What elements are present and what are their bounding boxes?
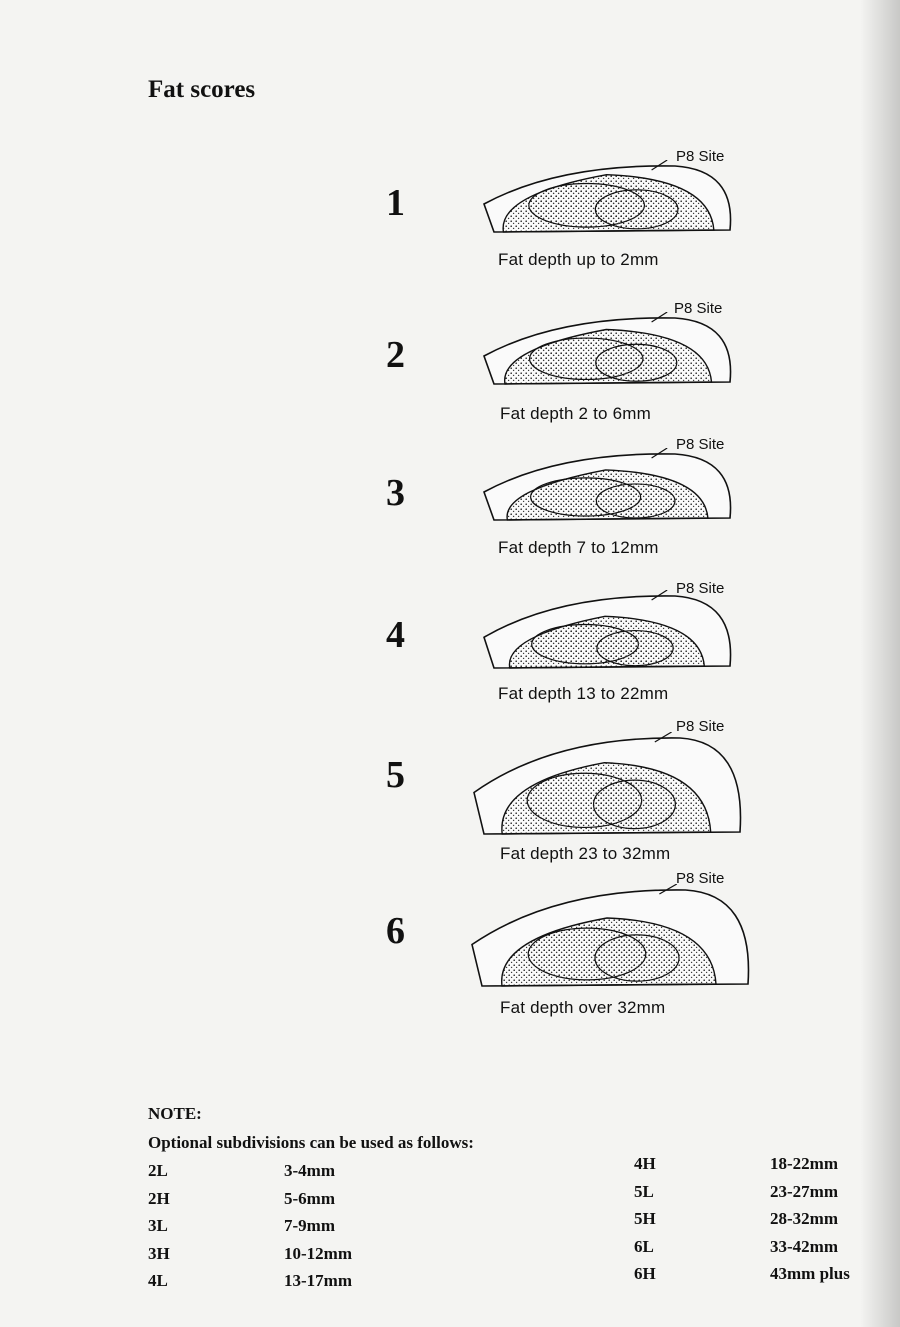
muscle-section (595, 935, 679, 981)
subdivision-code: 5H (634, 1209, 656, 1228)
subdivision-range: 33-42mm (770, 1236, 838, 1256)
subdivision-row (634, 1209, 884, 1237)
fat-cross-section-diagram (480, 160, 740, 240)
subdivision-range: 5-6mm (284, 1188, 335, 1208)
p8-site-label: P8 Site (674, 300, 723, 317)
fat-depth-caption: Fat depth up to 2mm (498, 250, 659, 269)
subdivision-row (148, 1271, 428, 1299)
score-number: 3 (386, 472, 405, 514)
fat-score-row (0, 580, 900, 740)
note-subheading: Optional subdivisions can be used as follows: (148, 1133, 474, 1152)
subdivision-row (634, 1154, 884, 1182)
fat-cross-section-diagram (480, 590, 740, 676)
subdivision-code: 5L (634, 1181, 654, 1201)
p8-site-label: P8 Site (676, 718, 725, 735)
subdivision-range: 10-12mm (284, 1243, 352, 1263)
score-number: 1 (386, 182, 405, 224)
subdivision-row (634, 1264, 884, 1292)
subdivision-code: 2H (148, 1188, 170, 1208)
subdivision-code: 6L (634, 1236, 654, 1256)
muscle-section (595, 190, 678, 229)
subdivision-table-right (634, 1154, 884, 1292)
subdivision-code: 3H (148, 1243, 170, 1263)
p8-site-label: P8 Site (676, 436, 725, 453)
subdivision-range: 43mm plus (770, 1264, 850, 1283)
fat-depth-caption: Fat depth 2 to 6mm (500, 404, 652, 423)
subdivision-table-left (148, 1161, 428, 1299)
muscle-section (596, 344, 677, 381)
fat-depth-caption: Fat depth over 32mm (500, 998, 666, 1017)
page-title: Fat scores (148, 76, 256, 103)
subdivision-row (148, 1189, 428, 1217)
p8-site-label: P8 Site (676, 870, 725, 887)
fat-depth-caption: Fat depth 7 to 12mm (498, 538, 659, 557)
fat-cross-section-diagram (470, 732, 750, 842)
muscle-section (596, 484, 675, 518)
muscle-section (597, 631, 673, 666)
score-number: 4 (386, 614, 405, 656)
fat-cross-section-diagram (480, 312, 740, 392)
fat-cross-section-diagram (468, 884, 758, 994)
fat-score-row (0, 870, 900, 1030)
subdivision-row (148, 1216, 428, 1244)
subdivision-row (148, 1161, 428, 1189)
score-number: 2 (386, 334, 405, 376)
score-number: 5 (386, 754, 405, 796)
subdivision-row (634, 1237, 884, 1265)
note-heading: NOTE: (148, 1104, 202, 1123)
subdivision-code: 6H (634, 1264, 656, 1283)
fat-score-row (0, 436, 900, 596)
subdivision-row (634, 1182, 884, 1210)
p8-site-label: P8 Site (676, 580, 725, 597)
fat-cross-section-diagram (480, 448, 740, 528)
subdivision-code: 4H (634, 1154, 656, 1173)
subdivision-range: 18-22mm (770, 1154, 838, 1173)
subdivision-row (148, 1244, 428, 1272)
fat-score-row (0, 718, 900, 878)
subdivision-range: 7-9mm (284, 1216, 335, 1235)
fat-depth-caption: Fat depth 13 to 22mm (498, 684, 669, 703)
subdivision-code: 4L (148, 1271, 168, 1290)
fat-depth-caption: Fat depth 23 to 32mm (500, 844, 671, 863)
subdivision-range: 23-27mm (770, 1181, 838, 1201)
subdivision-range: 3-4mm (284, 1161, 335, 1180)
score-number: 6 (386, 910, 405, 952)
fat-score-row (0, 150, 900, 310)
subdivision-code: 3L (148, 1216, 168, 1235)
muscle-section (594, 780, 676, 828)
subdivision-range: 28-32mm (770, 1209, 838, 1228)
subdivision-range: 13-17mm (284, 1271, 352, 1290)
subdivision-code: 2L (148, 1161, 168, 1180)
p8-site-label: P8 Site (676, 148, 725, 165)
